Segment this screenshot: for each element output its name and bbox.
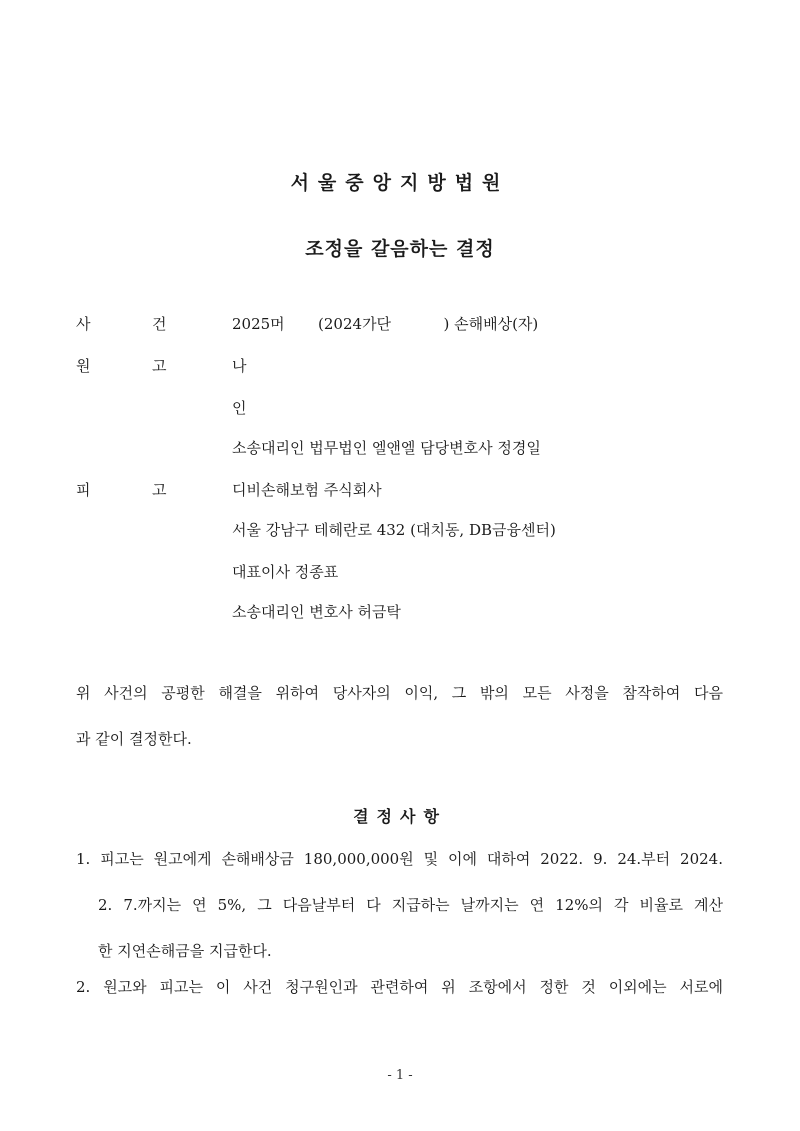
defendant-address: 서울 강남구 테헤란로 432 (대치동, DB금융센터) — [232, 521, 556, 539]
item-line: 2. 원고와 피고는 이 사건 청구원인과 관련하여 위 조항에서 정한 것 이외에는 서로에 — [76, 978, 723, 996]
document-title: 조정을 갈음하는 결정 — [305, 238, 495, 260]
plaintiff-row — [0, 396, 800, 420]
case-row — [0, 312, 800, 336]
defendant-row — [0, 478, 800, 502]
plaintiff-name: 나 — [232, 357, 247, 375]
plaintiff-name-2: 인 — [232, 399, 247, 417]
plaintiff-attorney: 소송대리인 법무법인 엘앤엘 담당변호사 정경일 — [232, 439, 541, 457]
plaintiff-row — [0, 354, 800, 378]
defendant-row — [0, 560, 800, 584]
item-line: 한 지연손해금을 지급한다. — [98, 942, 272, 960]
plaintiff-label-1: 원 — [76, 357, 91, 375]
item-line: 1. 피고는 원고에게 손해배상금 180,000,000원 및 이에 대하여 2022. 9. 24.부터 2024. — [76, 850, 723, 868]
defendant-attorney: 소송대리인 변호사 허금탁 — [232, 603, 401, 621]
defendant-row — [0, 518, 800, 542]
case-number: 2025머 (2024가단 ) 손해배상(자) — [232, 315, 539, 333]
defendant-row — [0, 600, 800, 624]
defendant-label-2: 고 — [152, 481, 167, 499]
paragraph-line: 위 사건의 공평한 해결을 위하여 당사자의 이익, 그 밖의 모든 사정을 참작하여 다음 — [76, 684, 723, 702]
item-line: 2. 7.까지는 연 5%, 그 다음날부터 다 지급하는 날까지는 연 12%의 각 비율로 계산 — [98, 896, 723, 914]
court-name: 서울중앙지방법원 — [290, 172, 510, 194]
case-label-2: 건 — [152, 315, 167, 333]
paragraph-line: 과 같이 결정한다. — [76, 730, 192, 748]
decision-title: 결정사항 — [353, 807, 447, 826]
case-label-1: 사 — [76, 315, 91, 333]
plaintiff-label-2: 고 — [152, 357, 167, 375]
intro-paragraph — [76, 670, 723, 762]
defendant-name: 디비손해보험 주식회사 — [232, 481, 382, 499]
defendant-representative: 대표이사 정종표 — [232, 563, 339, 581]
defendant-label-1: 피 — [76, 481, 91, 499]
page-number: - 1 - — [387, 1068, 413, 1083]
decision-item-1 — [76, 836, 723, 974]
plaintiff-row — [0, 436, 800, 460]
decision-item-2 — [76, 964, 723, 1010]
